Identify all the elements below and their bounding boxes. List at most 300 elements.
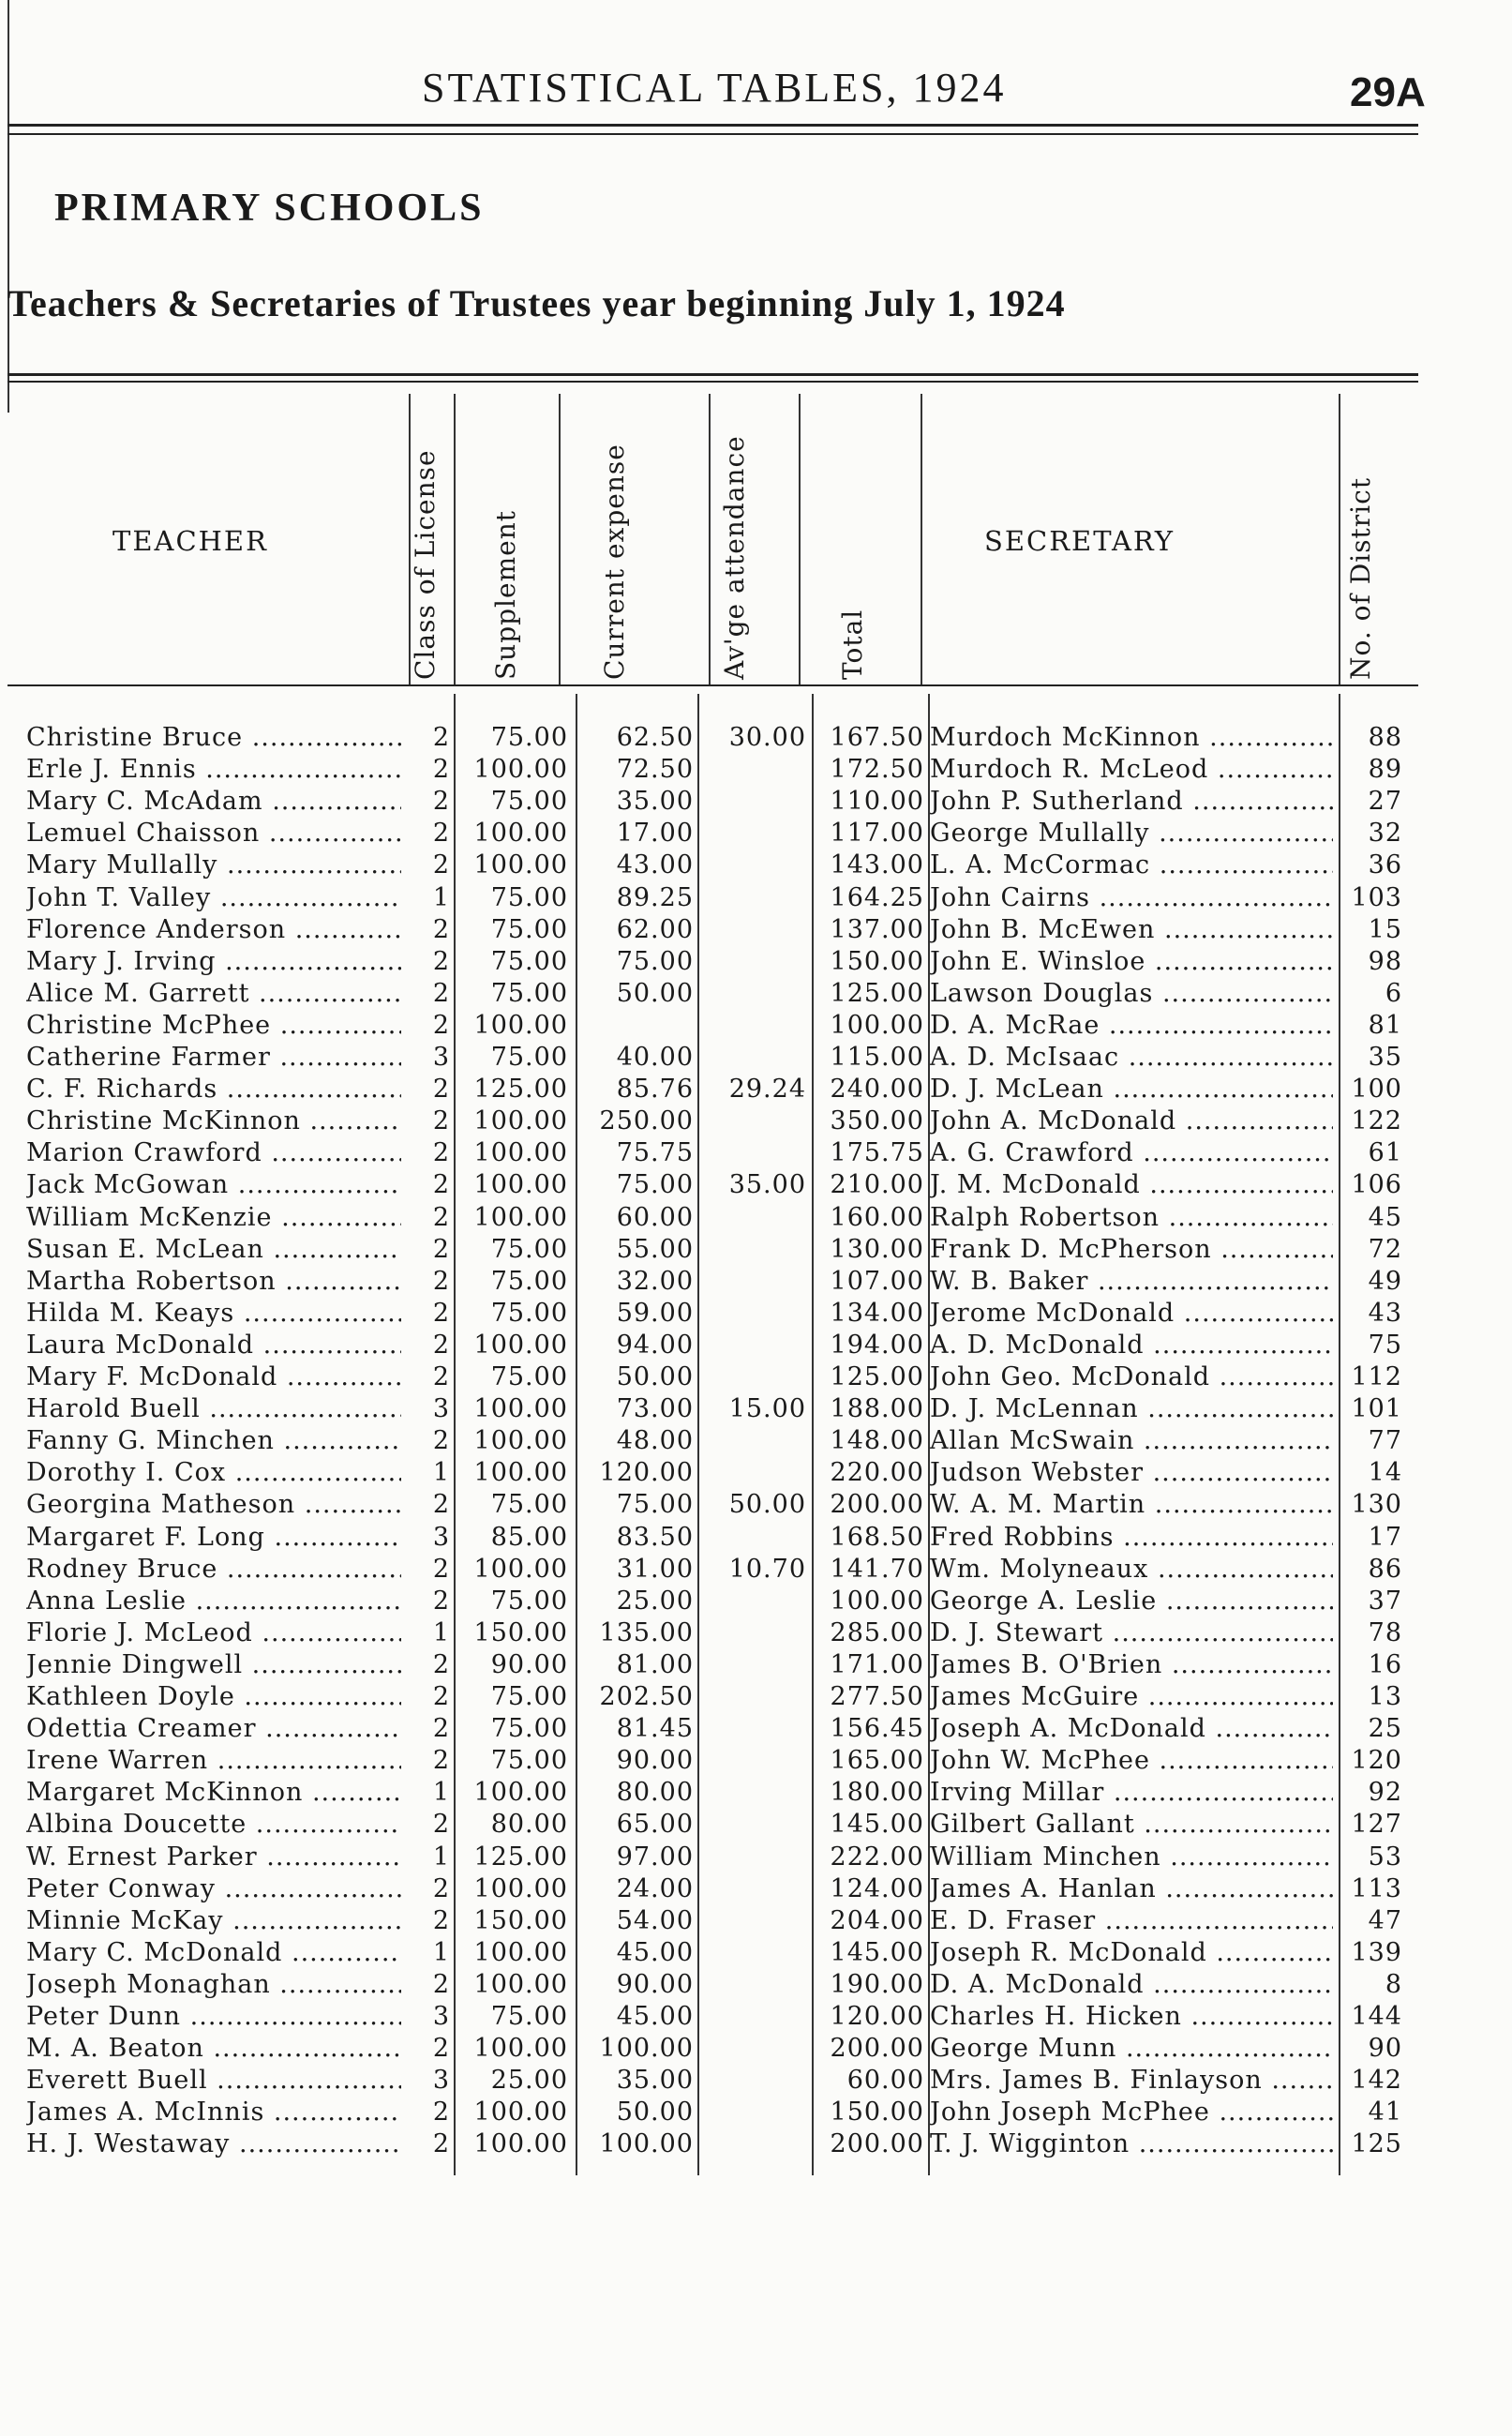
teacher-name: Christine Bruce ..... — [26, 722, 401, 754]
table-row — [0, 914, 1512, 946]
table-row — [0, 722, 1512, 754]
teacher-name: Rodney Bruce ..... — [26, 1554, 401, 1586]
header-teacher: TEACHER — [112, 525, 268, 557]
total: 168.50 — [830, 1522, 924, 1552]
avge-attendance: 29.24 — [728, 1075, 806, 1105]
total: 180.00 — [830, 1778, 924, 1808]
running-title: STATISTICAL TABLES, 1924 — [422, 65, 1007, 111]
current-expense: 90.00 — [616, 1746, 694, 1776]
supplement: 100.00 — [473, 1010, 568, 1040]
current-expense: 45.00 — [616, 2002, 694, 2031]
class-of-license: 1 — [432, 1458, 450, 1488]
total: 110.00 — [830, 787, 924, 817]
current-expense: 135.00 — [599, 1617, 694, 1647]
table-row — [0, 1457, 1512, 1489]
secretary-name: Murdoch R. McLeod ..... — [930, 754, 1333, 786]
class-of-license: 2 — [432, 723, 450, 752]
total: 100.00 — [830, 1010, 924, 1040]
teacher-name: Florence Anderson ..... — [26, 914, 401, 946]
table-row — [0, 786, 1512, 818]
running-header — [0, 64, 1512, 120]
teacher-name: Jack McGowan ..... — [26, 1169, 401, 1201]
secretary-name: W. A. M. Martin ..... — [930, 1489, 1333, 1521]
supplement: 75.00 — [490, 978, 568, 1008]
district-number: 75 — [1368, 1330, 1402, 1360]
class-of-license: 2 — [432, 1490, 450, 1520]
current-expense: 97.00 — [616, 1842, 694, 1872]
district-number: 16 — [1368, 1649, 1402, 1679]
class-of-license: 2 — [432, 1554, 450, 1584]
secretary-name: John E. Winsloe ..... — [930, 946, 1333, 978]
district-number: 72 — [1368, 1234, 1402, 1264]
table-row — [0, 2128, 1512, 2160]
current-expense: 54.00 — [616, 1905, 694, 1935]
total: 125.00 — [830, 978, 924, 1008]
district-number: 112 — [1351, 1362, 1402, 1391]
class-of-license: 2 — [432, 2034, 450, 2064]
total: 150.00 — [830, 946, 924, 976]
teacher-name: Everett Buell ..... — [26, 2065, 401, 2097]
table-row — [0, 1234, 1512, 1266]
current-expense: 35.00 — [616, 787, 694, 817]
total: 277.50 — [830, 1682, 924, 1711]
class-of-license: 2 — [432, 1138, 450, 1168]
teacher-name: Kathleen Doyle ..... — [26, 1681, 401, 1713]
teacher-name: Mary Mullally ..... — [26, 850, 401, 881]
district-number: 89 — [1368, 755, 1402, 785]
table-row — [0, 1713, 1512, 1745]
district-number: 32 — [1368, 819, 1402, 849]
class-of-license: 1 — [432, 1778, 450, 1808]
teacher-name: Margaret F. Long ..... — [26, 1522, 401, 1554]
secretary-name: J. M. McDonald ..... — [930, 1169, 1333, 1201]
supplement: 25.00 — [490, 2066, 568, 2096]
class-of-license: 2 — [432, 1873, 450, 1903]
supplement: 75.00 — [490, 787, 568, 817]
class-of-license: 2 — [432, 1202, 450, 1232]
supplement: 75.00 — [490, 1714, 568, 1744]
district-number: 25 — [1368, 1714, 1402, 1744]
secretary-name: Fred Robbins ..... — [930, 1522, 1333, 1554]
secretary-name: E. D. Fraser ..... — [930, 1905, 1333, 1937]
teacher-name: Christine McPhee ..... — [26, 1010, 401, 1042]
total: 137.00 — [830, 914, 924, 944]
total: 124.00 — [830, 1873, 924, 1903]
supplement: 125.00 — [473, 1842, 568, 1872]
supplement: 75.00 — [490, 1682, 568, 1711]
secretary-name: John Geo. McDonald ..... — [930, 1361, 1333, 1393]
total: 100.00 — [830, 1586, 924, 1616]
class-of-license: 2 — [432, 1714, 450, 1744]
class-of-license: 1 — [432, 1937, 450, 1967]
table-row — [0, 754, 1512, 786]
class-of-license: 2 — [432, 1905, 450, 1935]
current-expense: 32.00 — [616, 1266, 694, 1296]
total: 172.50 — [830, 755, 924, 785]
col-sep — [709, 394, 711, 684]
current-expense: 94.00 — [616, 1330, 694, 1360]
teacher-name: Susan E. McLean ..... — [26, 1234, 401, 1266]
total: 204.00 — [830, 1905, 924, 1935]
secretary-name: W. B. Baker ..... — [930, 1266, 1333, 1298]
secretary-name: John Joseph McPhee ..... — [930, 2097, 1333, 2128]
secretary-name: D. A. McDonald ..... — [930, 1969, 1333, 2001]
teacher-name: William McKenzie ..... — [26, 1202, 401, 1234]
class-of-license: 2 — [432, 978, 450, 1008]
supplement: 90.00 — [490, 1649, 568, 1679]
class-of-license: 2 — [432, 1266, 450, 1296]
table-row — [0, 1105, 1512, 1137]
class-of-license: 2 — [432, 1586, 450, 1616]
teacher-name: Catherine Farmer ..... — [26, 1042, 401, 1074]
col-sep — [799, 394, 801, 684]
supplement: 100.00 — [473, 2098, 568, 2128]
current-expense: 75.75 — [616, 1138, 694, 1168]
secretary-name: William Minchen ..... — [930, 1842, 1333, 1873]
total: 210.00 — [830, 1170, 924, 1200]
current-expense: 120.00 — [599, 1458, 694, 1488]
teacher-name: Irene Warren ..... — [26, 1745, 401, 1777]
teacher-name: Dorothy I. Cox ..... — [26, 1457, 401, 1489]
teacher-name: Albina Doucette ..... — [26, 1809, 401, 1841]
current-expense: 75.00 — [616, 946, 694, 976]
secretary-name: Jerome McDonald ..... — [930, 1298, 1333, 1330]
table-row — [0, 818, 1512, 850]
avge-attendance: 15.00 — [728, 1394, 806, 1424]
table-top-rule — [7, 373, 1418, 376]
district-number: 17 — [1368, 1522, 1402, 1552]
teacher-name: Peter Conway ..... — [26, 1873, 401, 1905]
total: 148.00 — [830, 1426, 924, 1456]
table-row — [0, 1489, 1512, 1521]
total: 171.00 — [830, 1649, 924, 1679]
supplement: 75.00 — [490, 1746, 568, 1776]
supplement: 100.00 — [473, 755, 568, 785]
class-of-license: 2 — [432, 1010, 450, 1040]
teacher-name: James A. McInnis ..... — [26, 2097, 401, 2128]
secretary-name: George Munn ..... — [930, 2033, 1333, 2065]
current-expense: 35.00 — [616, 2066, 694, 2096]
current-expense: 24.00 — [616, 1873, 694, 1903]
class-of-license: 2 — [432, 1682, 450, 1711]
supplement: 150.00 — [473, 1905, 568, 1935]
district-number: 27 — [1368, 787, 1402, 817]
class-of-license: 2 — [432, 1969, 450, 1999]
table-header-rule — [7, 684, 1418, 686]
class-of-license: 1 — [432, 1842, 450, 1872]
table-row — [0, 1137, 1512, 1169]
class-of-license: 2 — [432, 1234, 450, 1264]
district-number: 6 — [1385, 978, 1402, 1008]
district-number: 81 — [1368, 1010, 1402, 1040]
table-row — [0, 2097, 1512, 2128]
district-number: 45 — [1368, 1202, 1402, 1232]
class-of-license: 2 — [432, 1362, 450, 1391]
supplement: 85.00 — [490, 1522, 568, 1552]
current-expense: 90.00 — [616, 1969, 694, 1999]
secretary-name: John Cairns ..... — [930, 882, 1333, 914]
class-of-license: 2 — [432, 914, 450, 944]
secretary-name: Lawson Douglas ..... — [930, 978, 1333, 1010]
supplement: 125.00 — [473, 1075, 568, 1105]
total: 120.00 — [830, 2002, 924, 2031]
secretary-name: Ralph Robertson ..... — [930, 1202, 1333, 1234]
teacher-name: W. Ernest Parker ..... — [26, 1842, 401, 1873]
teacher-name: Martha Robertson ..... — [26, 1266, 401, 1298]
secretary-name: John W. McPhee ..... — [930, 1745, 1333, 1777]
class-of-license: 2 — [432, 787, 450, 817]
supplement: 100.00 — [473, 819, 568, 849]
total: 167.50 — [830, 723, 924, 752]
teacher-name: Florie J. McLeod ..... — [26, 1617, 401, 1649]
avge-attendance: 50.00 — [728, 1490, 806, 1520]
table-row — [0, 1425, 1512, 1457]
current-expense: 45.00 — [616, 1937, 694, 1967]
teacher-name: Harold Buell ..... — [26, 1393, 401, 1425]
table-row — [0, 1042, 1512, 1074]
current-expense: 48.00 — [616, 1426, 694, 1456]
table-row — [0, 1777, 1512, 1809]
supplement: 100.00 — [473, 1426, 568, 1456]
total: 156.45 — [830, 1714, 924, 1744]
total: 145.00 — [830, 1937, 924, 1967]
district-number: 125 — [1351, 2129, 1402, 2159]
current-expense: 202.50 — [599, 1682, 694, 1711]
district-number: 90 — [1368, 2034, 1402, 2064]
secretary-name: D. J. McLennan ..... — [930, 1393, 1333, 1425]
page-number: 29A — [1350, 69, 1426, 115]
teacher-name: Joseph Monaghan ..... — [26, 1969, 401, 2001]
district-number: 14 — [1368, 1458, 1402, 1488]
teacher-name: Fanny G. Minchen ..... — [26, 1425, 401, 1457]
supplement: 75.00 — [490, 1490, 568, 1520]
supplement: 100.00 — [473, 1778, 568, 1808]
class-of-license: 2 — [432, 1075, 450, 1105]
current-expense: 100.00 — [599, 2129, 694, 2159]
district-number: 77 — [1368, 1426, 1402, 1456]
current-expense: 250.00 — [599, 1106, 694, 1136]
class-of-license: 3 — [432, 2066, 450, 2096]
district-number: 113 — [1351, 1873, 1402, 1903]
total: 117.00 — [830, 819, 924, 849]
current-expense: 62.50 — [616, 723, 694, 752]
total: 160.00 — [830, 1202, 924, 1232]
teacher-name: Mary F. McDonald ..... — [26, 1361, 401, 1393]
teacher-name: Hilda M. Keays ..... — [26, 1298, 401, 1330]
table-title: Teachers & Secretaries of Trustees year beginning July 1, 1924 — [7, 282, 1066, 324]
teacher-name: Minnie McKay ..... — [26, 1905, 401, 1937]
table-row — [0, 1937, 1512, 1969]
secretary-name: Frank D. McPherson ..... — [930, 1234, 1333, 1266]
supplement: 100.00 — [473, 1202, 568, 1232]
total: 130.00 — [830, 1234, 924, 1264]
supplement: 100.00 — [473, 1873, 568, 1903]
secretary-name: John B. McEwen ..... — [930, 914, 1333, 946]
avge-attendance: 35.00 — [728, 1170, 806, 1200]
supplement: 100.00 — [473, 1969, 568, 1999]
total: 240.00 — [830, 1075, 924, 1105]
supplement: 75.00 — [490, 1234, 568, 1264]
teacher-name: Anna Leslie ..... — [26, 1586, 401, 1617]
district-number: 49 — [1368, 1266, 1402, 1296]
teacher-name: Peter Dunn ..... — [26, 2001, 401, 2033]
secretary-name: Mrs. James B. Finlayson ..... — [930, 2065, 1333, 2097]
document-page: STATISTICAL TABLES, 1924 29A PRIMARY SCHOOLS Teachers & Secretaries of Trustees year beginning July 1, 1924 TEACHER Class of License Supplement Current expense Av'ge attendance Total SECRETARY No. of District Christine Bruce ..... 2 75.00 62.50 30.00 167.50 Murdoch McKinnon ..... 88 Erle J. Ennis ..... 2 100.00 72.50 172.50 Murdoch R. McLeod ..... 89 Mary C. McAdam ..... 2 75.00 35.00 110.00 John P. Sutherland ..... 27 Lemuel Chaisson ..... 2 100.00 17.00 117.00 George Mullally ..... 32 Mary Mullally ..... 2 100.00 43.00 143.00 L. A. McCormac ..... 36 John T. Valley ..... 1 75.00 89.25 164.25 John Cairns ..... 103 Florence Anderson ..... 2 75.00 62.00 137.00 John B. McEwen ..... 15 Mary J. Irving ..... 2 75.00 75.00 150.00 John E. Winsloe ..... 98 Alice M. Garrett ..... 2 75.00 50.00 125.00 Lawson Douglas ..... 6 Christine McPhee ..... 2 100.00 100.00 D. A. McRae ..... 81 Catherine Farmer ..... 3 75.00 40.00 115.00 A. D. McIsaac ..... 35 C. F. Richards ..... 2 125.00 85.76 29.24 240.00 D. J. McLean ..... 100 Christine McKinnon ..... 2 100.00 250.00 350.00 John A. McDonald ..... 122 Marion Crawford ..... 2 100.00 75.75 175.75 A. G. Crawford ..... 61 Jack McGowan ..... 2 100.00 75.00 35.00 210.00 J. M. McDonald ..... 106 William McKenzie ..... 2 100.00 60.00 160.00 Ralph Robertson ..... 45 Susan E. McLean ..... 2 75.00 55.00 130.00 Frank D. McPherson ..... 72 Martha Robertson ..... 2 75.00 32.00 107.00 W. B. Baker ..... 49 Hilda M. Keays ..... 2 75.00 59.00 134.00 Jerome McDonald ..... 43 Laura McDonald ..... 2 100.00 94.00 194.00 A. D. McDonald ..... 75 Mary F. McDonald ..... 2 75.00 50.00 125.00 John Geo. McDonald ..... 112 Harold Buell ..... 3 100.00 73.00 15.00 188.00 D. J. McLennan ..... 101 Fanny G. Minchen ..... 2 100.00 48.00 148.00 Allan McSwain ..... 77 Dorothy I. Cox ..... 1 100.00 120.00 220.00 Judson Webster ..... 14 Georgina Matheson ..... 2 75.00 75.00 50.00 200.00 W. A. M. Martin ..... 130 Margaret F. Long ..... 3 85.00 83.50 168.50 Fred Robbins ..... 17 Rodney Bruce ..... 2 100.00 31.00 10.70 141.70 Wm. Molyneaux ..... 86 Anna Leslie ..... 2 75.00 25.00 100.00 George A. Leslie ..... 37 Florie J. McLeod ..... 1 150.00 135.00 285.00 D. J. Stewart ..... 78 Jennie Dingwell ..... 2 90.00 81.00 171.00 James B. O'Brien ..... 16 Kathleen Doyle ..... 2 75.00 202.50 277.50 James McGuire ..... 13 Odettia Creamer ..... 2 75.00 81.45 156.45 Joseph A. McDonald ..... 25 Irene Warren ..... 2 75.00 90.00 165.00 John W. McPhee ..... 120 Margaret McKinnon ..... 1 100.00 80.00 180.00 Irving Millar ..... 92 Albina Doucette ..... 2 80.00 65.00 145.00 Gilbert Gallant ..... 127 W. Ernest Parker ..... 1 125.00 97.00 222.00 William Minchen ..... 53 Peter Conway ..... 2 100.00 24.00 124.00 James A. Hanlan ..... 113 Minnie McKay ..... 2 150.00 54.00 204.00 E. D. Fraser ..... 47 Mary C. McDonald ..... 1 100.00 45.00 145.00 Joseph R. McDonald ..... 139 Joseph Monaghan ..... 2 100.00 90.00 190.00 D. A. McDonald ..... 8 Peter Dunn ..... 3 75.00 45.00 120.00 Charles H. Hicken ..... 144 M. A. Beaton ..... 2 100.00 100.00 200.00 George Munn ..... 90 Everett Buell ..... 3 25.00 35.00 60.00 Mrs. James B. Finlayson ..... 142 James A. McInnis ..... 2 100.00 50.00 150.00 John Joseph McPhee ..... 41 H. J. Westaway ..... 2 100.00 100.00 200.00 T. J. Wigginton ..... 125 — [0, 0, 1512, 2436]
secretary-name: James A. Hanlan ..... — [930, 1873, 1333, 1905]
class-of-license: 2 — [432, 1649, 450, 1679]
teacher-name: Georgina Matheson ..... — [26, 1489, 401, 1521]
table-row — [0, 1745, 1512, 1777]
current-expense: 80.00 — [616, 1778, 694, 1808]
district-number: 78 — [1368, 1617, 1402, 1647]
teacher-name: Laura McDonald ..... — [26, 1330, 401, 1361]
secretary-name: James B. O'Brien ..... — [930, 1649, 1333, 1681]
table-row — [0, 1330, 1512, 1361]
secretary-name: Joseph A. McDonald ..... — [930, 1713, 1333, 1745]
current-expense: 65.00 — [616, 1810, 694, 1840]
class-of-license: 1 — [432, 882, 450, 912]
district-number: 53 — [1368, 1842, 1402, 1872]
district-number: 47 — [1368, 1905, 1402, 1935]
supplement: 100.00 — [473, 1394, 568, 1424]
current-expense: 60.00 — [616, 1202, 694, 1232]
table-row — [0, 1202, 1512, 1234]
district-number: 139 — [1351, 1937, 1402, 1967]
supplement: 100.00 — [473, 1937, 568, 1967]
current-expense: 81.00 — [616, 1649, 694, 1679]
district-number: 13 — [1368, 1682, 1402, 1711]
district-number: 88 — [1368, 723, 1402, 752]
class-of-license: 2 — [432, 850, 450, 880]
secretary-name: John A. McDonald ..... — [930, 1105, 1333, 1137]
total: 107.00 — [830, 1266, 924, 1296]
district-number: 43 — [1368, 1298, 1402, 1328]
total: 165.00 — [830, 1746, 924, 1776]
supplement: 75.00 — [490, 1266, 568, 1296]
table-row — [0, 978, 1512, 1010]
teacher-name: Lemuel Chaisson ..... — [26, 818, 401, 850]
district-number: 100 — [1351, 1075, 1402, 1105]
supplement: 100.00 — [473, 1330, 568, 1360]
secretary-name: Allan McSwain ..... — [930, 1425, 1333, 1457]
secretary-name: D. A. McRae ..... — [930, 1010, 1333, 1042]
table-row — [0, 1298, 1512, 1330]
table-row — [0, 1554, 1512, 1586]
supplement: 75.00 — [490, 1362, 568, 1391]
secretary-name: George Mullally ..... — [930, 818, 1333, 850]
class-of-license: 2 — [432, 1810, 450, 1840]
secretary-name: Wm. Molyneaux ..... — [930, 1554, 1333, 1586]
current-expense: 50.00 — [616, 1362, 694, 1391]
teacher-name: Mary C. McDonald ..... — [26, 1937, 401, 1969]
table-row — [0, 1393, 1512, 1425]
table-row — [0, 1361, 1512, 1393]
col-sep — [559, 394, 561, 684]
left-margin-line — [7, 0, 9, 413]
table-row — [0, 1873, 1512, 1905]
current-expense: 73.00 — [616, 1394, 694, 1424]
supplement: 100.00 — [473, 1138, 568, 1168]
table-row — [0, 1809, 1512, 1841]
class-of-license: 2 — [432, 1170, 450, 1200]
class-of-license: 1 — [432, 1617, 450, 1647]
teacher-name: Alice M. Garrett ..... — [26, 978, 401, 1010]
section-title: PRIMARY SCHOOLS — [54, 187, 485, 230]
supplement: 75.00 — [490, 1586, 568, 1616]
total: 200.00 — [830, 2129, 924, 2159]
total: 143.00 — [830, 850, 924, 880]
district-number: 101 — [1351, 1394, 1402, 1424]
teacher-name: H. J. Westaway ..... — [26, 2128, 401, 2160]
teacher-name: Margaret McKinnon ..... — [26, 1777, 401, 1809]
district-number: 86 — [1368, 1554, 1402, 1584]
total: 200.00 — [830, 2034, 924, 2064]
district-number: 106 — [1351, 1170, 1402, 1200]
col-sep — [921, 394, 922, 684]
avge-attendance: 10.70 — [728, 1554, 806, 1584]
district-number: 103 — [1351, 882, 1402, 912]
table-row — [0, 1681, 1512, 1713]
table-row — [0, 2065, 1512, 2097]
district-number: 92 — [1368, 1778, 1402, 1808]
district-number: 130 — [1351, 1490, 1402, 1520]
supplement: 100.00 — [473, 1458, 568, 1488]
secretary-name: Irving Millar ..... — [930, 1777, 1333, 1809]
class-of-license: 3 — [432, 1522, 450, 1552]
current-expense: 43.00 — [616, 850, 694, 880]
supplement: 75.00 — [490, 914, 568, 944]
table-row — [0, 2001, 1512, 2033]
class-of-license: 2 — [432, 819, 450, 849]
total: 285.00 — [830, 1617, 924, 1647]
class-of-license: 2 — [432, 946, 450, 976]
class-of-license: 2 — [432, 1746, 450, 1776]
secretary-name: A. D. McIsaac ..... — [930, 1042, 1333, 1074]
supplement: 75.00 — [490, 2002, 568, 2031]
teacher-name: Mary J. Irving ..... — [26, 946, 401, 978]
secretary-name: Judson Webster ..... — [930, 1457, 1333, 1489]
secretary-name: Murdoch McKinnon ..... — [930, 722, 1333, 754]
teacher-name: John T. Valley ..... — [26, 882, 401, 914]
table-row — [0, 1010, 1512, 1042]
current-expense: 40.00 — [616, 1043, 694, 1072]
table-top-rule-2 — [7, 381, 1418, 383]
secretary-name: Joseph R. McDonald ..... — [930, 1937, 1333, 1969]
class-of-license: 2 — [432, 1298, 450, 1328]
table-row — [0, 850, 1512, 881]
current-expense: 100.00 — [599, 2034, 694, 2064]
teacher-name: Christine McKinnon ..... — [26, 1105, 401, 1137]
table-row — [0, 1649, 1512, 1681]
supplement: 100.00 — [473, 2129, 568, 2159]
secretary-name: D. J. Stewart ..... — [930, 1617, 1333, 1649]
class-of-license: 2 — [432, 2129, 450, 2159]
class-of-license: 2 — [432, 2098, 450, 2128]
district-number: 61 — [1368, 1138, 1402, 1168]
district-number: 98 — [1368, 946, 1402, 976]
table-row — [0, 2033, 1512, 2065]
table-row — [0, 1074, 1512, 1105]
table-row — [0, 1266, 1512, 1298]
class-of-license: 3 — [432, 1394, 450, 1424]
supplement: 80.00 — [490, 1810, 568, 1840]
current-expense: 25.00 — [616, 1586, 694, 1616]
col-sep — [1339, 394, 1340, 684]
supplement: 75.00 — [490, 723, 568, 752]
total: 194.00 — [830, 1330, 924, 1360]
header-rule-2 — [7, 133, 1418, 135]
total: 175.75 — [830, 1138, 924, 1168]
